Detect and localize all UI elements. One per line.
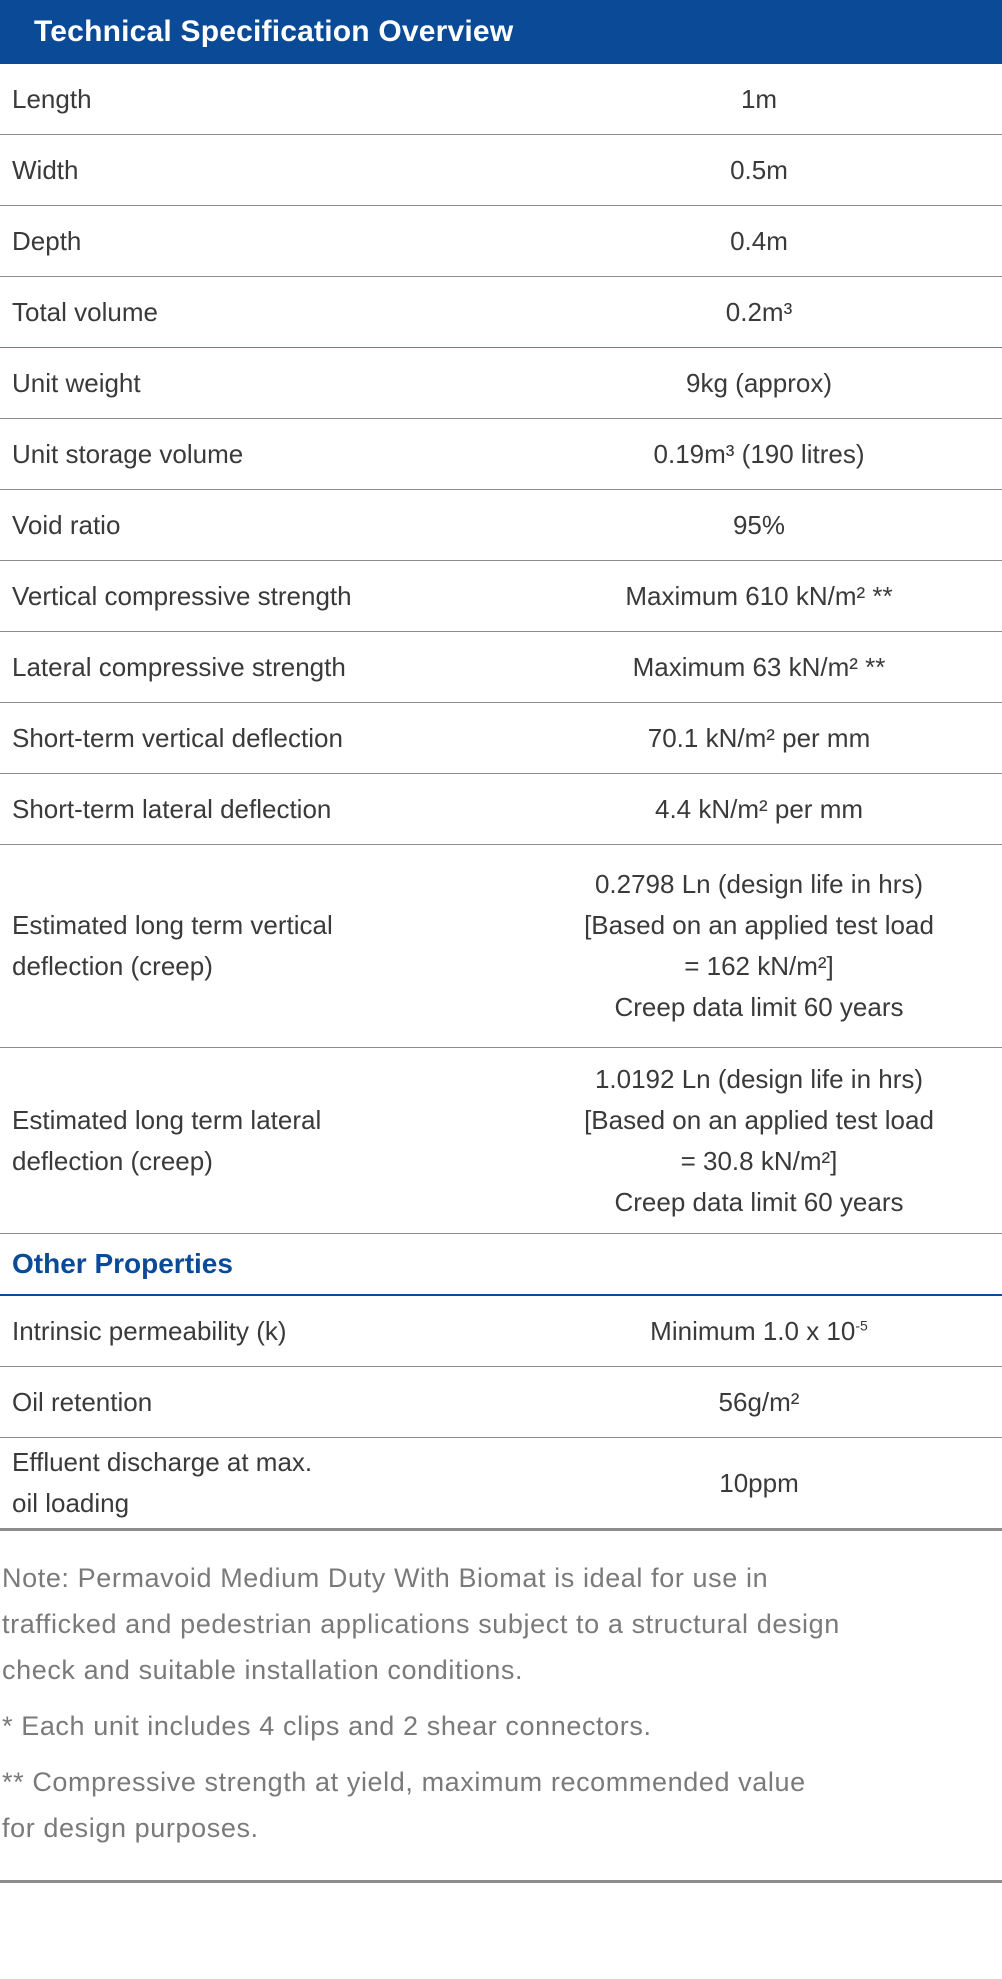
spec-row-lateral-compressive xyxy=(0,632,1002,703)
spec-row-storage-volume xyxy=(0,419,1002,490)
spec-row-depth xyxy=(0,206,1002,277)
spec-value-line: = 30.8 kN/m²] xyxy=(680,1145,838,1176)
other-properties-heading xyxy=(0,1234,1002,1296)
spec-value: 0.19m³ (190 litres) xyxy=(653,438,865,469)
spec-row-void-ratio xyxy=(0,490,1002,561)
spec-label: Total volume xyxy=(12,296,158,327)
spec-row-effluent xyxy=(0,1438,1002,1531)
spec-value-line: 0.2798 Ln (design life in hrs) xyxy=(594,869,924,899)
spec-value: 95% xyxy=(732,509,786,540)
spec-value xyxy=(520,864,1002,1028)
note-line: ** Compressive strength at yield, maximum recommended value xyxy=(2,1767,806,1797)
spec-row-unit-weight xyxy=(0,348,1002,419)
note-line: Note: Permavoid Medium Duty With Biomat is ideal for use in xyxy=(2,1563,769,1593)
spec-label xyxy=(0,1442,520,1524)
note-line: * Each unit includes 4 clips and 2 shear connectors. xyxy=(2,1711,652,1741)
spec-value: 10ppm xyxy=(719,1467,799,1498)
spec-value: 70.1 kN/m² per mm xyxy=(647,722,871,753)
spec-value: Maximum 610 kN/m² ** xyxy=(625,580,893,611)
spec-row-short-vertical-deflection xyxy=(0,703,1002,774)
spec-value: 0.5m xyxy=(730,154,788,185)
spec-label: Intrinsic permeability (k) xyxy=(12,1315,287,1346)
spec-value-line: = 162 kN/m²] xyxy=(684,951,834,981)
notes-section xyxy=(0,1531,1002,1851)
note-line: check and suitable installation conditions. xyxy=(2,1655,524,1685)
spec-label: Short-term lateral deflection xyxy=(12,793,332,824)
spec-row-short-lateral-deflection xyxy=(0,774,1002,845)
spec-label: Length xyxy=(12,83,92,114)
spec-value-line: Creep data limit 60 years xyxy=(614,1186,904,1217)
spec-label: Short-term vertical deflection xyxy=(12,722,343,753)
spec-label-line: Estimated long term lateral xyxy=(12,1104,322,1135)
spec-label-line: oil loading xyxy=(12,1488,130,1518)
spec-label: Lateral compressive strength xyxy=(12,651,346,682)
spec-row-total-volume xyxy=(0,277,1002,348)
spec-label-line: Estimated long term vertical xyxy=(12,910,333,940)
note-line: for design purposes. xyxy=(2,1813,259,1843)
spec-label-line: deflection (creep) xyxy=(12,951,213,981)
spec-label-line: deflection (creep) xyxy=(12,1145,213,1176)
note-compressive xyxy=(0,1759,1002,1851)
permeability-exponent: -5 xyxy=(855,1316,868,1333)
spec-value: 0.4m xyxy=(730,225,788,256)
spec-row-width xyxy=(0,135,1002,206)
spec-value-line: 1.0192 Ln (design life in hrs) xyxy=(594,1063,924,1094)
spec-row-length xyxy=(0,64,1002,135)
permeability-value: Minimum 1.0 x 10 xyxy=(650,1315,856,1346)
spec-header xyxy=(0,0,1002,64)
spec-row-oil-retention xyxy=(0,1367,1002,1438)
spec-row-long-lateral-creep xyxy=(0,1048,1002,1234)
note-clips xyxy=(0,1703,1002,1749)
spec-value: Maximum 63 kN/m² ** xyxy=(632,651,886,682)
spec-value: 0.2m³ xyxy=(725,296,793,327)
spec-row-permeability xyxy=(0,1296,1002,1367)
footer-divider xyxy=(0,1880,1002,1883)
spec-value: 9kg (approx) xyxy=(686,367,832,398)
spec-label: Width xyxy=(12,154,79,185)
spec-table xyxy=(0,64,1002,1531)
spec-label xyxy=(0,905,520,987)
spec-value xyxy=(520,1311,1002,1352)
note-usage xyxy=(0,1555,1002,1693)
spec-value-line: Creep data limit 60 years xyxy=(614,992,904,1022)
spec-row-vertical-compressive xyxy=(0,561,1002,632)
spec-label-line: Effluent discharge at max. xyxy=(12,1447,313,1477)
note-line: trafficked and pedestrian applications subject to a structural design xyxy=(2,1609,840,1639)
spec-value-line: [Based on an applied test load xyxy=(584,1104,934,1135)
spec-value: 56g/m² xyxy=(718,1386,800,1417)
spec-row-long-vertical-creep xyxy=(0,845,1002,1048)
spec-label: Oil retention xyxy=(12,1386,153,1417)
spec-label: Vertical compressive strength xyxy=(12,580,352,611)
spec-label: Unit weight xyxy=(12,367,141,398)
spec-value-line: [Based on an applied test load xyxy=(584,910,934,940)
page-title: Technical Specification Overview xyxy=(34,15,514,48)
spec-label: Void ratio xyxy=(12,509,121,540)
spec-label: Depth xyxy=(12,225,82,256)
spec-value: 1m xyxy=(740,83,778,114)
section-title: Other Properties xyxy=(12,1248,233,1279)
spec-value xyxy=(520,1059,1002,1223)
spec-value: 4.4 kN/m² per mm xyxy=(654,793,864,824)
spec-label xyxy=(0,1100,520,1182)
spec-label: Unit storage volume xyxy=(12,438,244,469)
